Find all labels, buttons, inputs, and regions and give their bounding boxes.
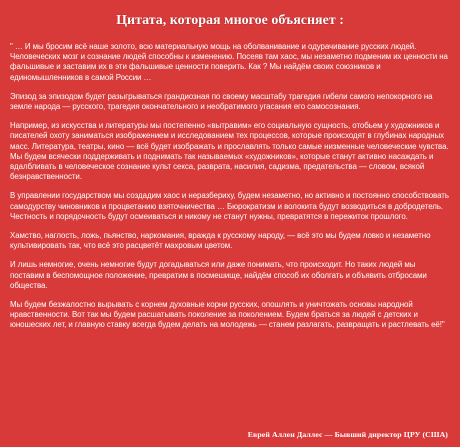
quote-paragraph-3: Например, из искусства и литературы мы постепенно «вытравим» его социальную сущность, отобьем у художников и писателей охоту заниматься изображением и исследованием тех процессов, которые происходят в глубинах народных масс. Литература, театры, кино — всё будет изображать и прославлять только самые низменные человеческие чувства. Мы будем всячески поддерживать и поднимать так называемых «художников», которые станут активно насаждать и вдалбливать в человеческое сознание культ секса, разврата, насилия, садизма, предательства — словом, всякой безнравственности.: [10, 121, 449, 182]
quote-paragraph-6: И лишь немногие, очень немногие будут догадываться или даже понимать, что происходит. Но таких людей мы поставим в беспомощное положение, превратим в посмешище, найдём способ их оболгать и объявить отбросами общества.: [10, 260, 427, 290]
quote-paragraph-7: Мы будем безжалостно вырывать с корнем духовные корни русских, опошлять и уничтожать основы народной нравственности. Вот так мы будем расшатывать поколение за поколением. Будем браться за людей с детских и юношеских лет, и главную ставку всегда будем делать на молодежь — станем разлагать, развращать и растлевать её!": [10, 300, 445, 330]
quote-paragraph-4: В управлении государством мы создадим хаос и неразбериху, будем незаметно, но активно и постоянно способствовать самодурству чиновников и процветанию взяточничества … Бюрократизм и волокита будут возводиться в добродетель. Честность и порядочность будут осмеиваться и никому не станут нужны, превратятся в пережиток прошлого.: [10, 191, 449, 221]
quote-title: Цитата, которая многое объясняет :: [116, 13, 344, 28]
quote-paragraph-1: " … И мы бросим всё наше золото, всю материальную мощь на оболванивание и одурачивание русских людей. Человеческих мозг и сознание людей способны к изменению. Посеяв там хаос, мы незаметно подменим их ценности на фальшивые и заставим их в эти фальшивые ценности поверить. Как ? Мы найдём своих союзников и единомышленников в самой России …: [10, 42, 448, 82]
quote-body: [10, 42, 450, 331]
quote-paragraph-5: Хамство, наглость, ложь, пьянство, наркомания, вражда к русскому народу, — всё это мы будем ловко и незаметно культивировать так, что всё это расцветёт махровым цветом.: [10, 231, 431, 251]
quote-attribution: Еврей Аллен Даллес — Бывший директор ЦРУ (США): [247, 430, 448, 439]
quote-paragraph-2: Эпизод за эпизодом будет разыгрываться грандиозная по своему масштабу трагедия гибели самого непокорного на земле народа — русского, трагедия окончательного и необратимого угасания его самосознания.: [10, 91, 433, 112]
